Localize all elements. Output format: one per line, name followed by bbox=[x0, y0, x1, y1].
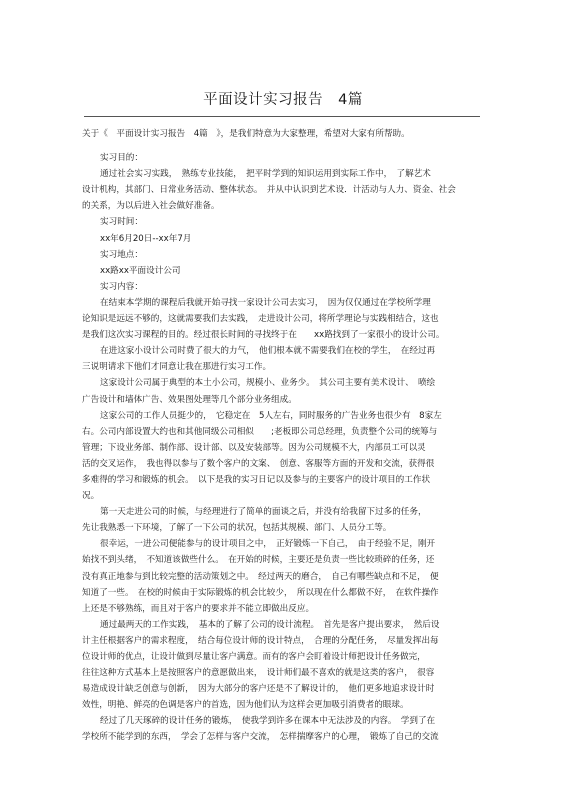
body-line bbox=[82, 142, 484, 150]
body-line: 多难得的学习和锻炼的机会。 以下是我的实习日记以及参与的主要客户的设计项目的工作状 bbox=[82, 474, 431, 485]
body-line: 在结束本学期的课程后我就开始寻找一家设计公司去实习， 因为仅仅通过在学校所学理 bbox=[100, 297, 431, 308]
body-line: 经过了几天琢碎的设计任务的锻炼， 使我学到许多在课本中无法涉及的内容。 学到了在 bbox=[100, 716, 436, 727]
body-line: 通过社会实习实践， 熟练专业技能， 把平时学到的知识运用到实际工作中， 了解艺术 bbox=[100, 169, 431, 180]
body-line: 实习内容： bbox=[100, 281, 143, 292]
body-line: 活的交叉运作， 我也得以参与了数个客户的文案、 创意、客服等方面的开发和交流，获得很 bbox=[82, 458, 435, 469]
document-title: 平面设计实习报告 4篇 bbox=[203, 92, 363, 108]
body-line: 往往这种方式基本上是按照客户的意愿做出来， 设计师们最不喜欢的就是这类的客户， 很容 bbox=[82, 668, 435, 679]
body-line: 效性，明艳、鲜亮的色调是客户的首选，因为他们认为这样会更加吸引消费者的眼球。 bbox=[82, 700, 409, 711]
body-line: 的关系，为以后进入社会做好准备。 bbox=[82, 201, 220, 212]
body-line: 在进这家小设计公司时费了很大的力气， 他们根本就不需要我们在校的学生， 在经过再 bbox=[100, 346, 436, 357]
body-line: 很幸运，一进公司便能参与的设计项目之中， 正好锻炼一下自己， 由于经验不足，刚开 bbox=[100, 539, 436, 550]
body-line: 上还是不够熟练，而且对于客户的要求并不能立即做出反应。 bbox=[82, 603, 315, 614]
body-line: 三说明请求下他们才同意让我在那进行实习工作。 bbox=[82, 362, 272, 373]
body-line: 这家公司的工作人员挺少的， 它稳定在 5人左右，同时服务的广告业务也很少有 8家左 bbox=[100, 410, 442, 421]
body-line: xx路xx平面设计公司 bbox=[100, 265, 181, 276]
body-line: xx年6月20日--xx年7月 bbox=[100, 233, 192, 244]
body-line: 位设计师的优点，让设计做到尽量让客户满意。而有的客户会盯着设计师把设计任务做完， bbox=[82, 652, 426, 662]
body-line: 广告设计和墙体广告、效果图处理等几个部分业务组成。 bbox=[82, 394, 297, 405]
body-line: 实习时间： bbox=[100, 217, 143, 228]
body-line: 始找不到头绪， 不知道该做些什么。 在开始的时候，主要还是负责一些比较琐碎的任务，还 bbox=[82, 555, 435, 566]
body-line: 管理；下设业务部、制作部、设计部、以及安装部等。因为公司规模不大，内部员工可以灵 bbox=[82, 442, 426, 453]
body-line: 设计机构，其部门、日常业务活动、整体状态。 并从中认识到艺术设．计活动与人力、资金、社会 bbox=[82, 185, 456, 196]
body-line: 实习目的： bbox=[100, 153, 143, 164]
body-line: 实习地点： bbox=[100, 249, 143, 260]
body-line: 易造成设计缺乏创意与创新， 因为大部分的客户还是不了解设计的， 他们更多地追求设计时 bbox=[82, 684, 435, 695]
body-line: 计主任根据客户的需求程度， 结合每位设计师的设计特点， 合理的分配任务， 尽量发挥出每 bbox=[82, 635, 439, 646]
intro-line: 关于《 平面设计实习报告 4篇 》，是我们特意为大家整理，希望对大家有所帮助。 bbox=[82, 129, 410, 139]
body-line: 先让我熟悉一下环境，了解了一下公司的状况，包括其规模、部门、人员分工等。 bbox=[82, 523, 392, 534]
body-line: 通过最两天的工作实践， 基本的了解了公司的设计流程。 首先是客户提出要求， 然后设 bbox=[100, 619, 440, 630]
body-line: 没有真正地参与到比较完整的活动策划之中。 经过两天的磨合， 自己有哪些缺点和不足， 便 bbox=[82, 571, 439, 582]
body-line: 知道了一些。 在校的时候由于实际锻炼的机会比较少， 所以现在什么都做不好， 在软件操作 bbox=[82, 587, 439, 598]
body-line: 况。 bbox=[82, 491, 100, 502]
body-line: 学校所不能学到的东西， 学会了怎样与客户交流， 怎样揣摩客户的心理， 锻炼了自己的交流 bbox=[82, 732, 439, 743]
body-line: 论知识是远远不够的，这就需要我们去实践， 走进设计公司，将所学理论与实践相结合，这也 bbox=[82, 314, 439, 325]
body-line: 第一天走进公司的时候，与经理进行了简单的面谈之后，并没有给我留下过多的任务， bbox=[100, 507, 427, 518]
document-body bbox=[82, 126, 484, 746]
body-line: 右。公司内部设置大约也和其他同级公司相似 ;老板即公司总经理，负责整个公司的统筹与 bbox=[82, 426, 438, 437]
body-line: 是我们这次实习课程的目的。经过很长时间的寻找终于在 xx路找到了一家很小的设计公司。 bbox=[82, 330, 445, 341]
title-divider bbox=[84, 116, 480, 117]
body-line: 这家设计公司属于典型的本土小公司，规模小、业务少。 其公司主要有美术设计、 喷绘 bbox=[100, 378, 436, 389]
